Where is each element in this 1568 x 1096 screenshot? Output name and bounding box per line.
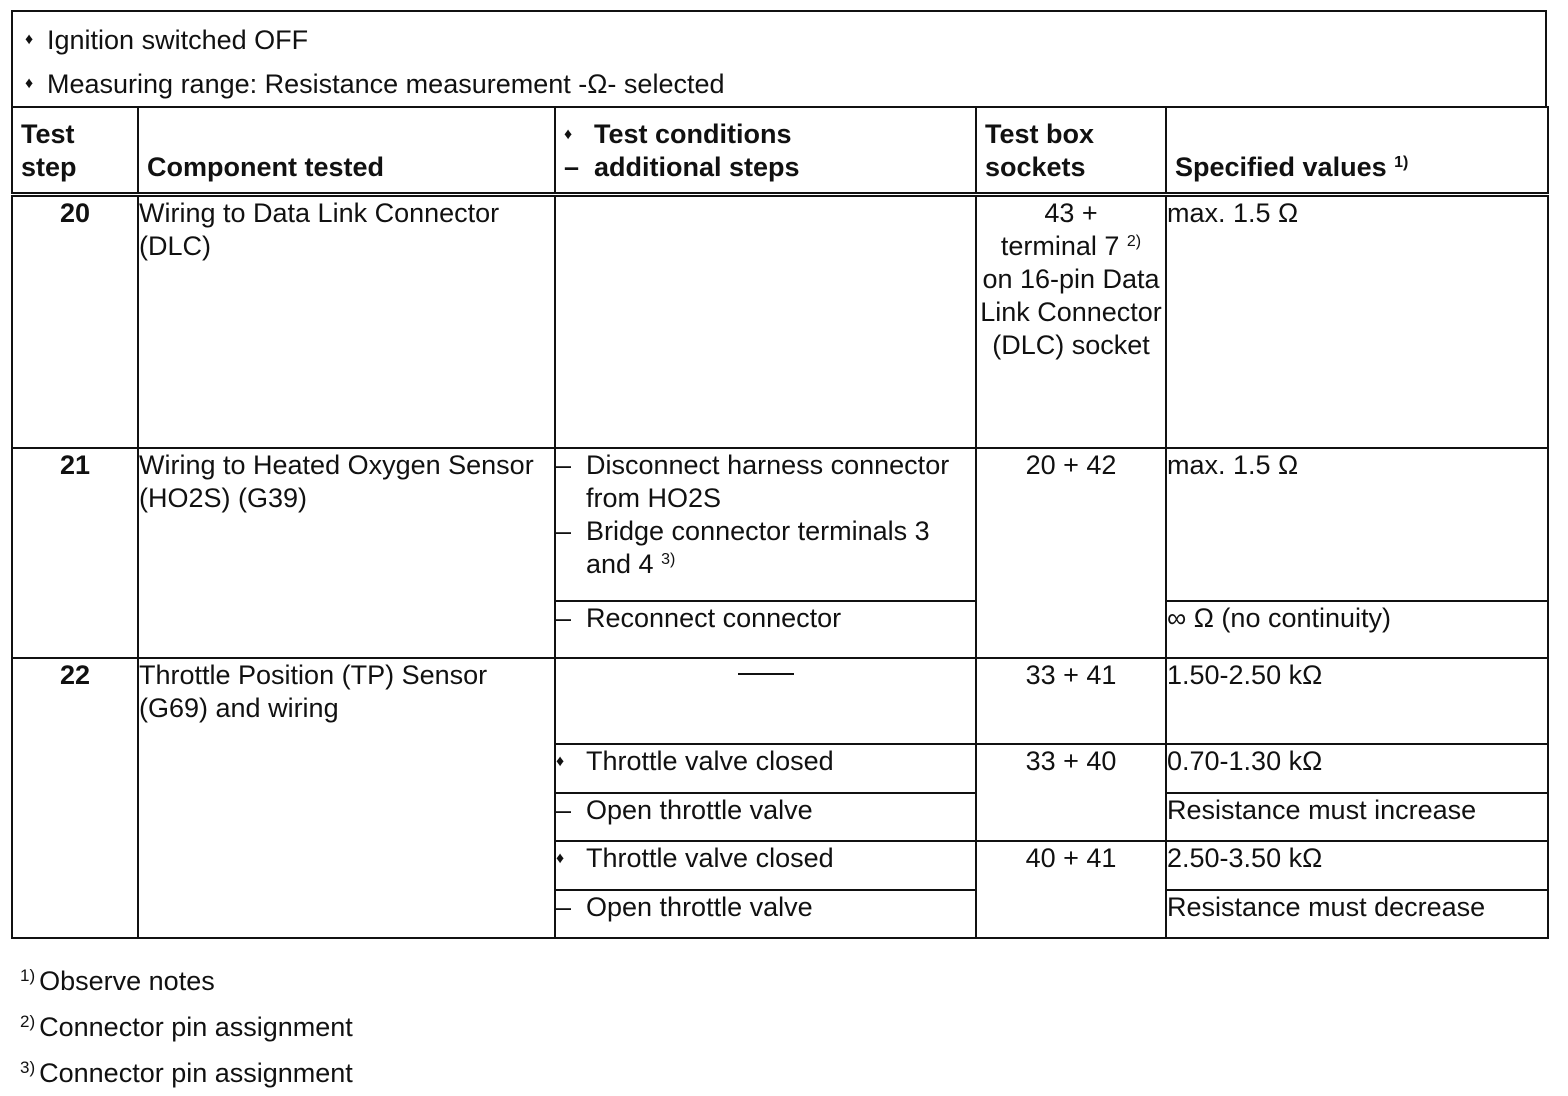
- table-row: [12, 448, 1548, 601]
- step-number: 22: [12, 658, 138, 938]
- condition-cell: [555, 658, 976, 744]
- sockets-cell: 43 + terminal 7 $^{2)}$ on 16-pin Data Link Connector (DLC) socket: [976, 195, 1166, 448]
- condition-line: [25, 18, 1545, 62]
- header-sockets: Test box sockets: [976, 107, 1166, 195]
- diamond-bullet-icon: ♦: [556, 849, 565, 867]
- component-cell: Throttle Position (TP) Sensor (G69) and wiring: [138, 658, 555, 938]
- value-cell: Resistance must decrease: [1166, 890, 1548, 938]
- diamond-bullet-icon: ♦: [25, 75, 34, 92]
- sockets-cell: 20 + 42: [976, 448, 1166, 658]
- value-cell: max. 1.5 Ω: [1166, 448, 1548, 601]
- dash-bullet: –: [556, 515, 572, 546]
- value-cell: 2.50-3.50 kΩ: [1166, 841, 1548, 890]
- sockets-cell: 40 + 41: [976, 841, 1166, 938]
- value-cell: 1.50-2.50 kΩ: [1166, 658, 1548, 744]
- footnote-ref: 2): [1126, 233, 1142, 250]
- condition-line: [25, 62, 1545, 106]
- table-row: [12, 658, 1548, 744]
- condition-cell: – Disconnect harness connector from HO2S – Bridge connector terminals 3 and 4 $^{3)}$: [555, 448, 976, 601]
- condition-cell: – Open throttle valve: [555, 890, 976, 938]
- footnotes: [20, 958, 353, 1096]
- step-number: 21: [12, 448, 138, 658]
- condition-cell: – Open throttle valve: [555, 793, 976, 841]
- header-test-step: Test step: [12, 107, 138, 195]
- condition-text: Ignition switched OFF: [47, 25, 309, 55]
- dash-bullet: –: [556, 602, 572, 633]
- general-conditions: [11, 10, 1547, 106]
- footnote: $^{2)}$ Connector pin assignment: [20, 1012, 353, 1042]
- value-cell: ∞ Ω (no continuity): [1166, 601, 1548, 658]
- footnote: $^{1)}$ Observe notes: [20, 966, 215, 996]
- header-test-conditions: ♦ Test conditions – additional steps: [555, 107, 976, 195]
- header-specified-values: Specified values $^{1)}$: [1166, 107, 1548, 195]
- no-condition-dash: [738, 673, 794, 675]
- condition-cell: [555, 195, 976, 448]
- component-cell: Wiring to Heated Oxygen Sensor (HO2S) (G39): [138, 448, 555, 658]
- diamond-bullet-icon: ♦: [564, 126, 573, 143]
- footnote: $^{3)}$ Connector pin assignment: [20, 1058, 353, 1088]
- sockets-cell: 33 + 41: [976, 658, 1166, 744]
- condition-text: Measuring range: Resistance measurement -Ω- selected: [47, 69, 725, 99]
- value-cell: max. 1.5 Ω: [1166, 195, 1548, 448]
- value-cell: 0.70-1.30 kΩ: [1166, 744, 1548, 793]
- dash-bullet: –: [556, 891, 572, 922]
- component-cell: Wiring to Data Link Connector (DLC): [138, 195, 555, 448]
- header-component: Component tested: [138, 107, 555, 195]
- footnote-ref: 1): [1394, 154, 1409, 171]
- header-row: [12, 107, 1548, 195]
- value-cell: Resistance must increase: [1166, 793, 1548, 841]
- table-row: [12, 195, 1548, 448]
- dash-bullet: –: [556, 449, 572, 480]
- condition-cell: ♦ Throttle valve closed: [555, 744, 976, 793]
- dash-bullet: –: [556, 794, 572, 825]
- condition-cell: ♦ Throttle valve closed: [555, 841, 976, 890]
- dash-bullet: –: [564, 152, 580, 182]
- step-number: 20: [12, 195, 138, 448]
- diamond-bullet-icon: ♦: [556, 752, 565, 770]
- test-table: [11, 106, 1549, 939]
- footnote-ref: 3): [661, 550, 676, 568]
- diamond-bullet-icon: ♦: [25, 31, 34, 48]
- condition-cell: – Reconnect connector: [555, 601, 976, 658]
- test-sheet: [11, 10, 1547, 939]
- sockets-cell: 33 + 40: [976, 744, 1166, 841]
